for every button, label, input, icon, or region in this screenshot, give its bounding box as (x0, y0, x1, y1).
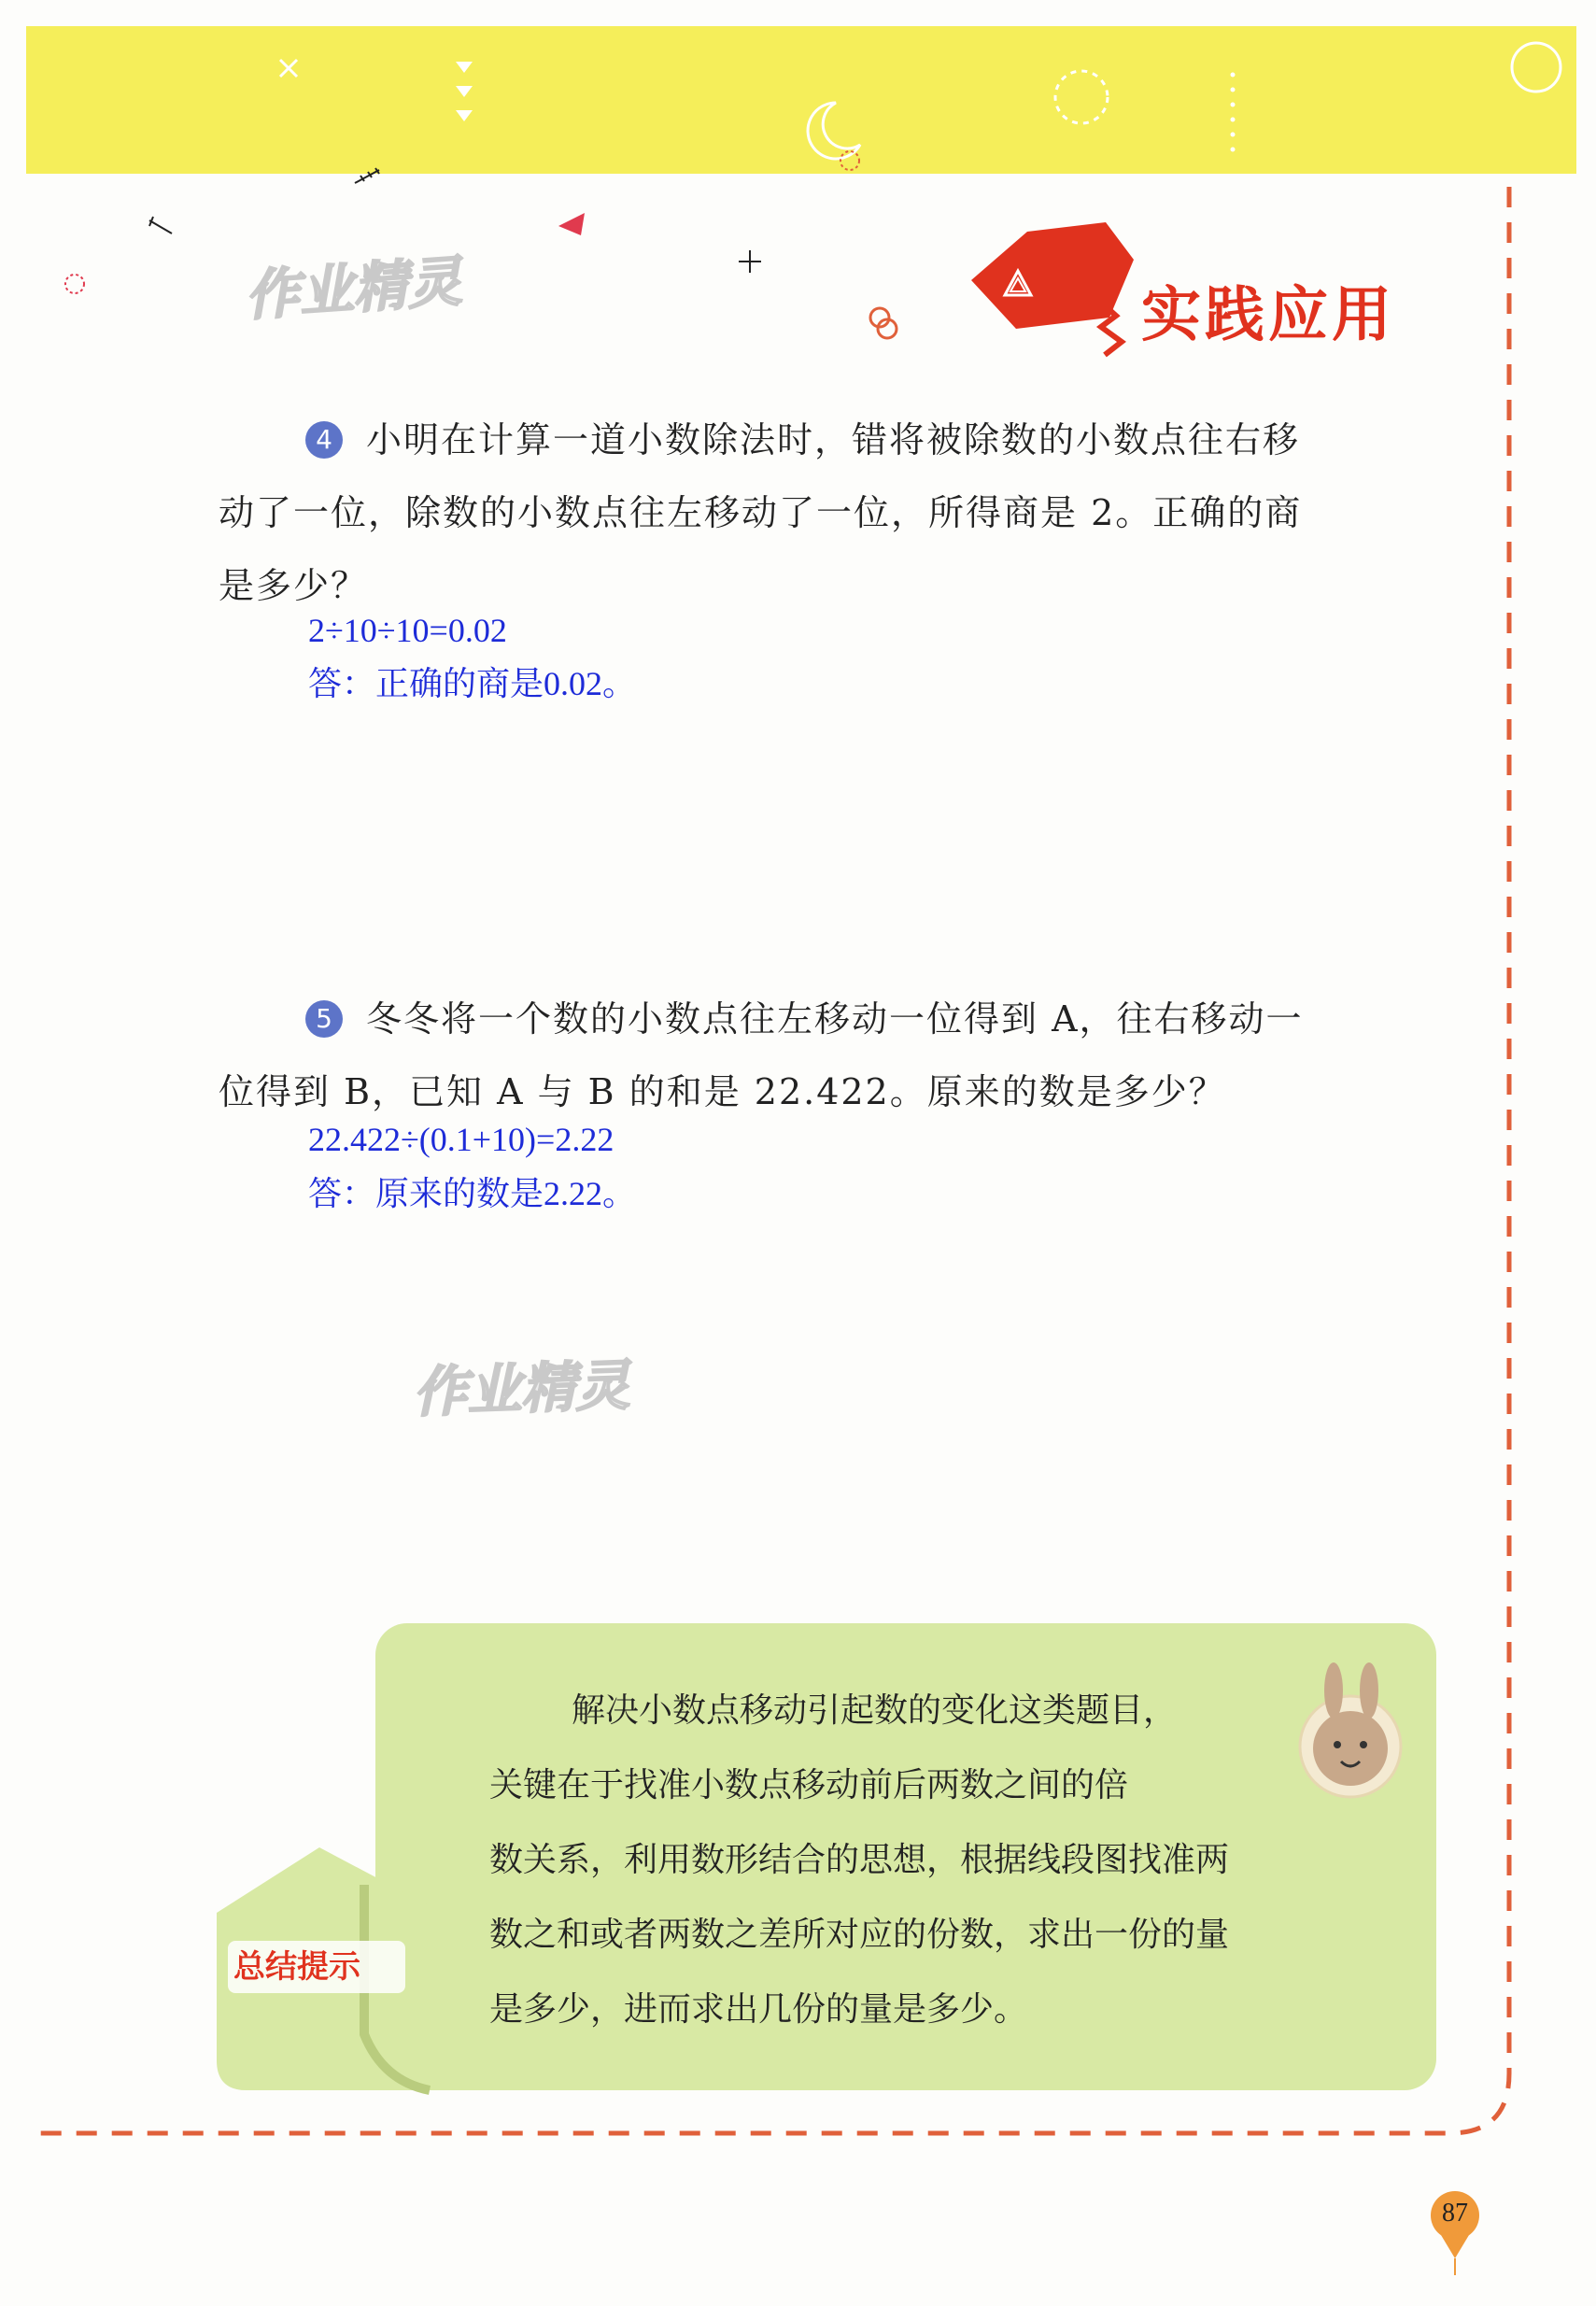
answer-5-line-1: 22.422÷(0.1+10)=2.22 (308, 1121, 614, 1158)
question-5-line-2: 位得到 B，已知 A 与 B 的和是 22.422。原来的数是多少？ (219, 1071, 1226, 1112)
question-4-line-1: 小明在计算一道小数除法时，错将被除数的小数点往右移 (366, 419, 1301, 460)
watermark-top: 作业精灵 (243, 248, 464, 328)
summary-line-3: 数关系，利用数形结合的思想，根据线段图找准两 (489, 1841, 1230, 1879)
question-5-line-1: 冬冬将一个数的小数点往左移动一位得到 A，往右移动一 (366, 998, 1304, 1040)
question-4-line-3: 是多少？ (219, 565, 369, 606)
page-number: 87 (1442, 2199, 1468, 2228)
answer-4-line-2: 答：正确的商是0.02。 (308, 665, 637, 702)
question-number-5: 5 (305, 1000, 343, 1038)
summary-label: 总结提示 (233, 1948, 360, 1986)
question-number-4: 4 (305, 421, 343, 459)
summary-line-5: 是多少，进而求出几份的量是多少。 (489, 1990, 1028, 2029)
watermark-middle: 作业精灵 (412, 1352, 631, 1425)
summary-line-1: 解决小数点移动引起数的变化这类题目， (572, 1691, 1178, 1730)
summary-line-4: 数之和或者两数之差所对应的份数，求出一份的量 (489, 1916, 1230, 1954)
answer-4-line-1: 2÷10÷10=0.02 (308, 612, 507, 649)
answer-5-line-2: 答：原来的数是2.22。 (308, 1175, 637, 1212)
section-title: 实践应用 (1141, 281, 1395, 350)
summary-line-2: 关键在于找准小数点移动前后两数之间的倍 (489, 1766, 1129, 1804)
question-4-line-2: 动了一位，除数的小数点往左移动了一位，所得商是 2。正确的商 (219, 492, 1303, 533)
